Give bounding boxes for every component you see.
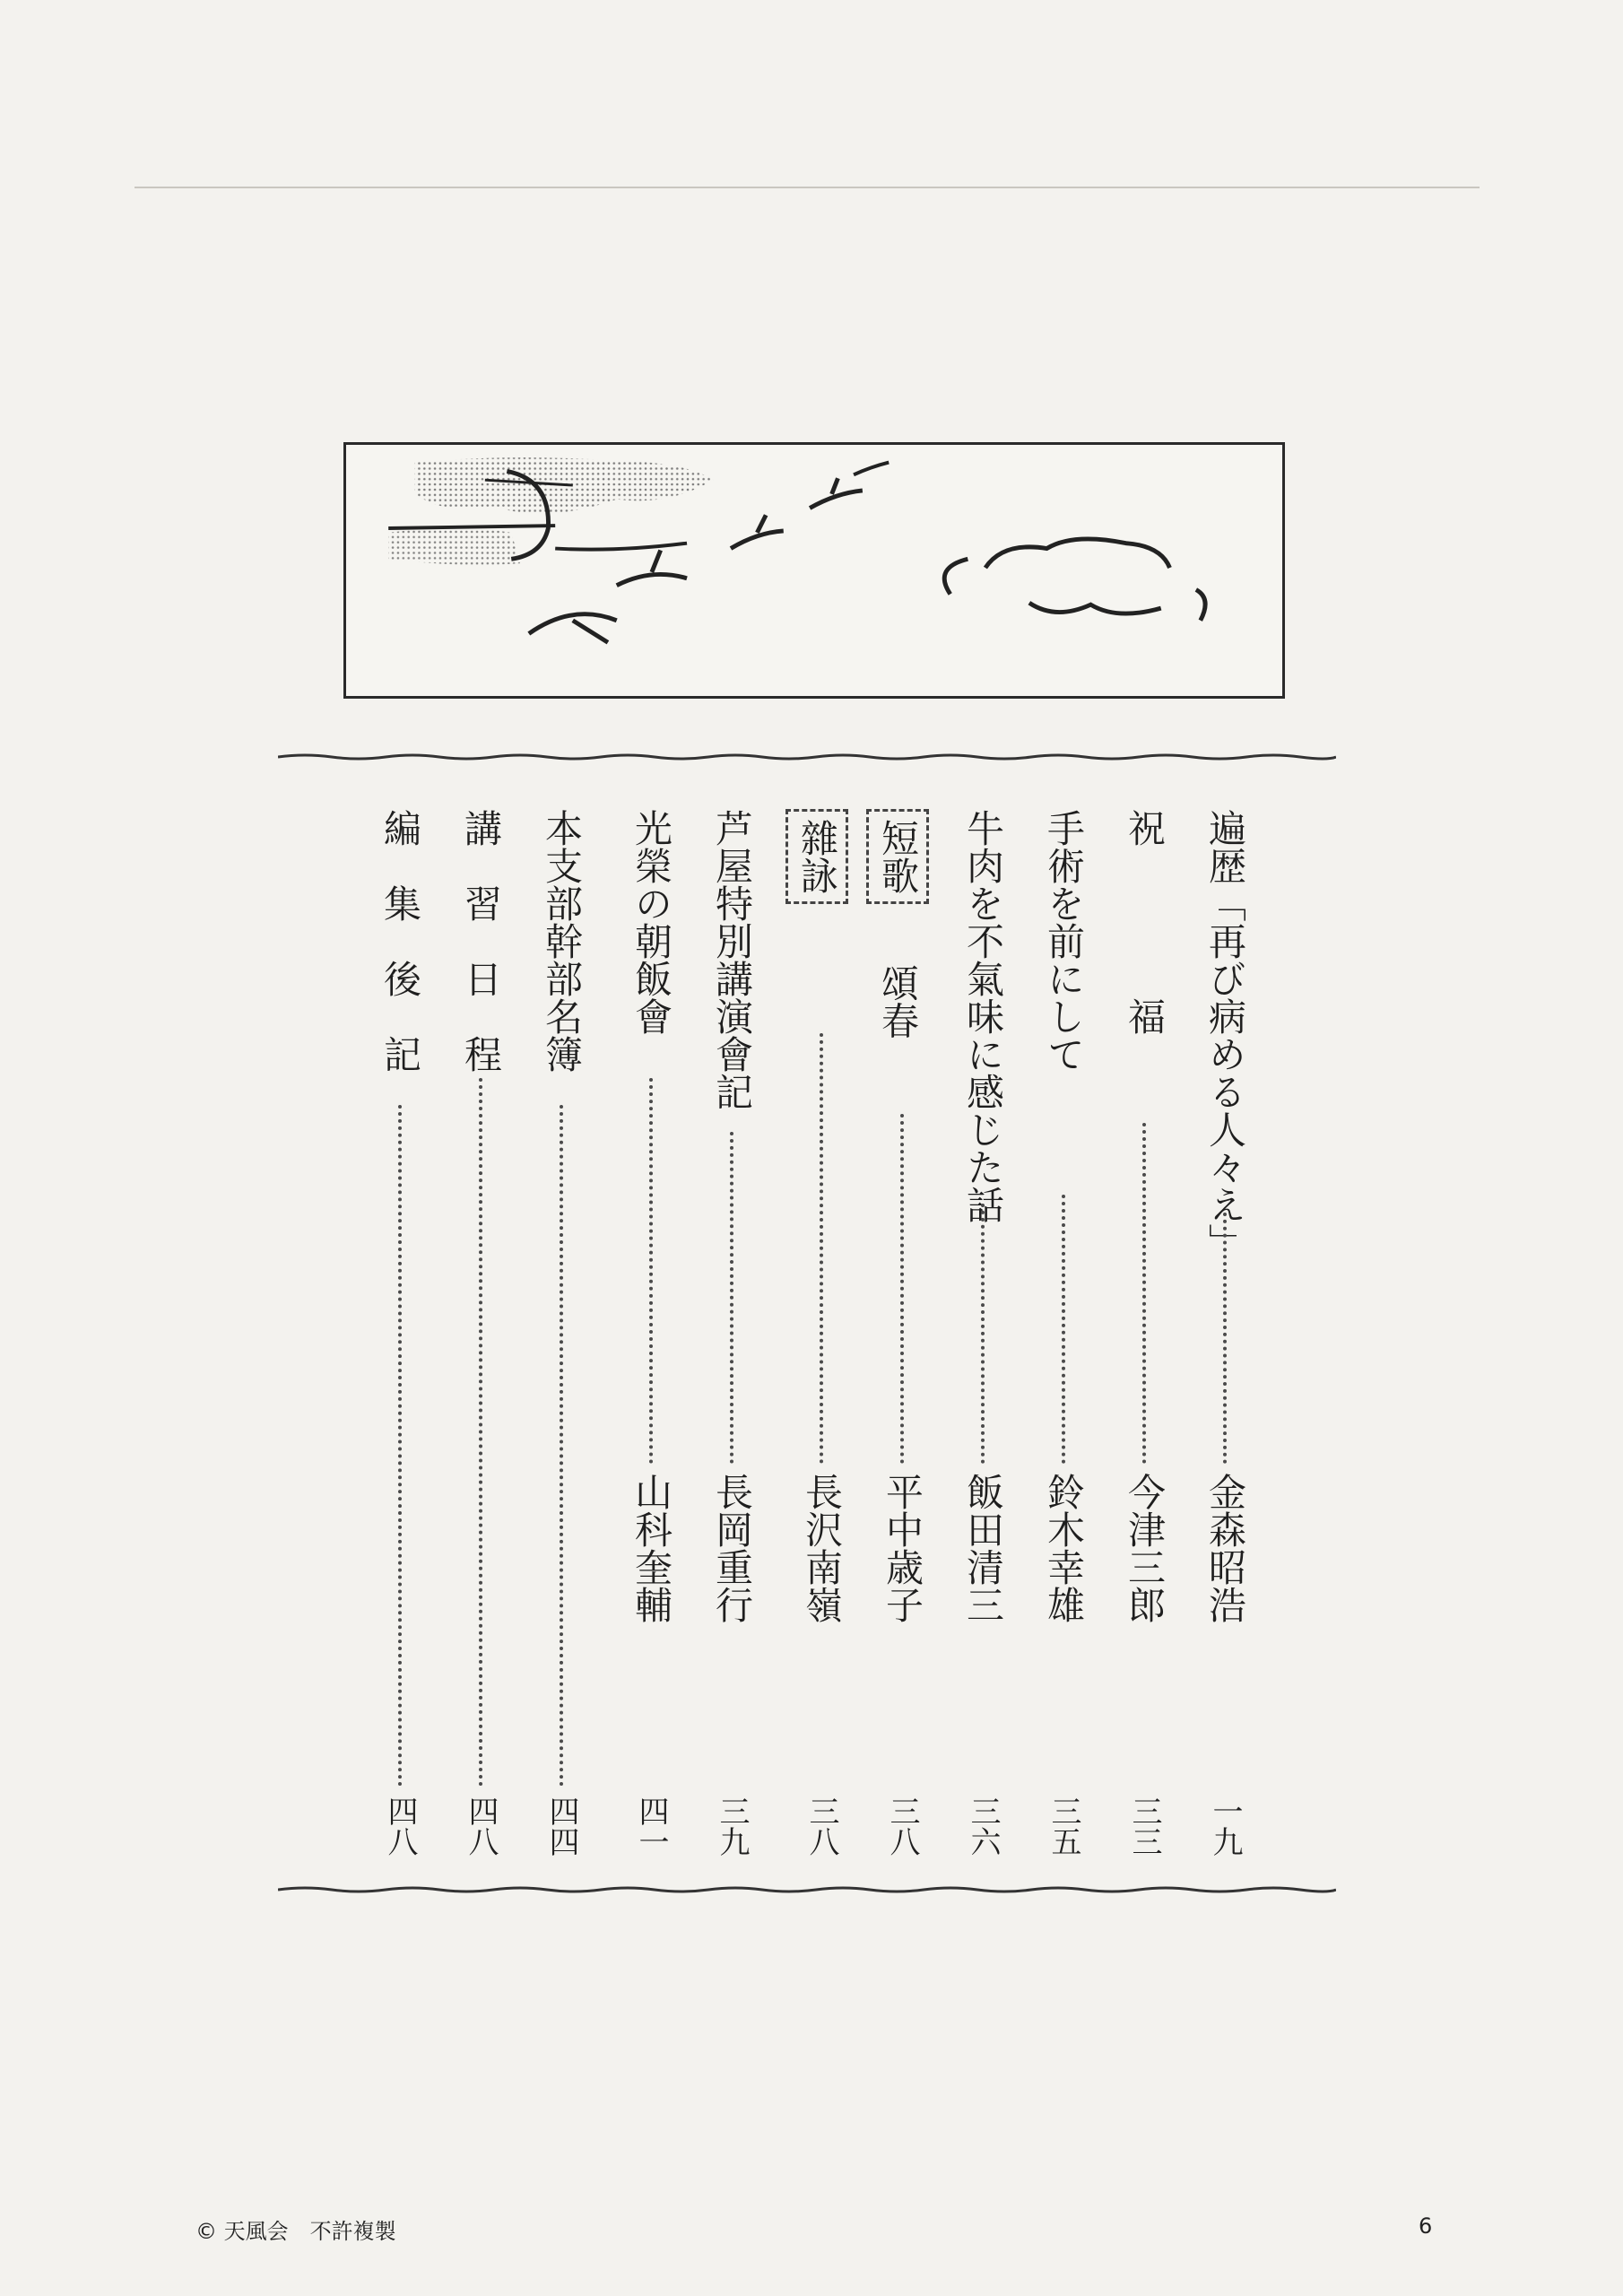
leader-dots bbox=[1223, 1213, 1227, 1464]
toc-title: 本支部幹部名簿 bbox=[540, 809, 584, 1073]
header-illustration bbox=[343, 442, 1285, 699]
toc-author: 山科奎輔 bbox=[629, 1473, 673, 1623]
toc-author: 金森昭浩 bbox=[1203, 1473, 1247, 1623]
leader-dots bbox=[479, 1078, 482, 1787]
leader-dots bbox=[981, 1204, 985, 1464]
toc-page: 四四 bbox=[543, 1796, 579, 1857]
toc-entry-3 bbox=[1037, 809, 1090, 1857]
toc-page: 四八 bbox=[463, 1796, 499, 1857]
page-number: 6 bbox=[1419, 2213, 1433, 2239]
toc-title: 講 習 日 程 bbox=[459, 809, 503, 1073]
toc-entry-11 bbox=[373, 809, 427, 1857]
toc-page: 四八 bbox=[382, 1796, 418, 1857]
leader-dots bbox=[730, 1132, 733, 1464]
toc-author: 長沢南嶺 bbox=[800, 1473, 844, 1623]
leader-dots bbox=[820, 1033, 823, 1464]
toc-title: 編 集 後 記 bbox=[378, 809, 422, 1073]
toc-page: 三五 bbox=[1046, 1796, 1081, 1857]
toc-page: 三六 bbox=[965, 1796, 1001, 1857]
leader-dots bbox=[649, 1078, 653, 1464]
toc-author: 長岡重行 bbox=[710, 1473, 754, 1623]
copyright-notice: © 天風会 不許複製 bbox=[195, 2219, 396, 2244]
section-label: 短歌 bbox=[866, 809, 929, 904]
leader-dots bbox=[900, 1114, 904, 1464]
toc-entry-4 bbox=[956, 809, 1010, 1857]
bottom-divider bbox=[278, 1883, 1336, 1896]
section-label: 雜詠 bbox=[785, 809, 848, 904]
top-divider bbox=[278, 751, 1336, 763]
toc-entry-10 bbox=[454, 809, 508, 1857]
toc-page: 三八 bbox=[803, 1796, 839, 1857]
toc-author: 今津三郎 bbox=[1123, 1473, 1167, 1623]
toc-entry-6 bbox=[794, 809, 848, 1857]
toc-entry-1 bbox=[1198, 809, 1252, 1857]
leader-dots bbox=[398, 1105, 402, 1787]
toc-page: 四一 bbox=[633, 1796, 669, 1857]
toc-author: 鈴木幸雄 bbox=[1042, 1473, 1086, 1623]
toc-entry-7 bbox=[705, 809, 759, 1857]
toc-title: 牛肉を不氣味に感じた話 bbox=[961, 809, 1005, 1223]
toc-author: 飯田清三 bbox=[961, 1473, 1005, 1623]
toc-title: 芦屋特別講演會記 bbox=[710, 809, 754, 1110]
sheet-edge-line bbox=[135, 187, 1480, 188]
leader-dots bbox=[560, 1105, 563, 1787]
toc-page: 三八 bbox=[884, 1796, 920, 1857]
toc-title: 祝 福 bbox=[1123, 809, 1167, 1035]
toc-entry-9 bbox=[534, 809, 588, 1857]
toc-entry-2 bbox=[1117, 809, 1171, 1857]
leader-dots bbox=[1142, 1123, 1146, 1464]
toc-page: 一九 bbox=[1207, 1796, 1243, 1857]
toc-entry-5 bbox=[875, 809, 929, 1857]
toc-title: 手術を前にして bbox=[1042, 809, 1086, 1073]
toc-page: 三三 bbox=[1126, 1796, 1162, 1857]
leader-dots bbox=[1062, 1195, 1065, 1464]
toc-entry-8 bbox=[624, 809, 678, 1857]
toc-title: 遍歴「再び病める人々え」 bbox=[1203, 809, 1247, 1261]
toc-author: 平中歳子 bbox=[881, 1473, 924, 1623]
toc-page: 三九 bbox=[714, 1796, 750, 1857]
toc-title: 光榮の朝飯會 bbox=[629, 809, 673, 1035]
toc-title: 頌春 bbox=[876, 963, 920, 1039]
landscape-drawing bbox=[346, 445, 1282, 696]
